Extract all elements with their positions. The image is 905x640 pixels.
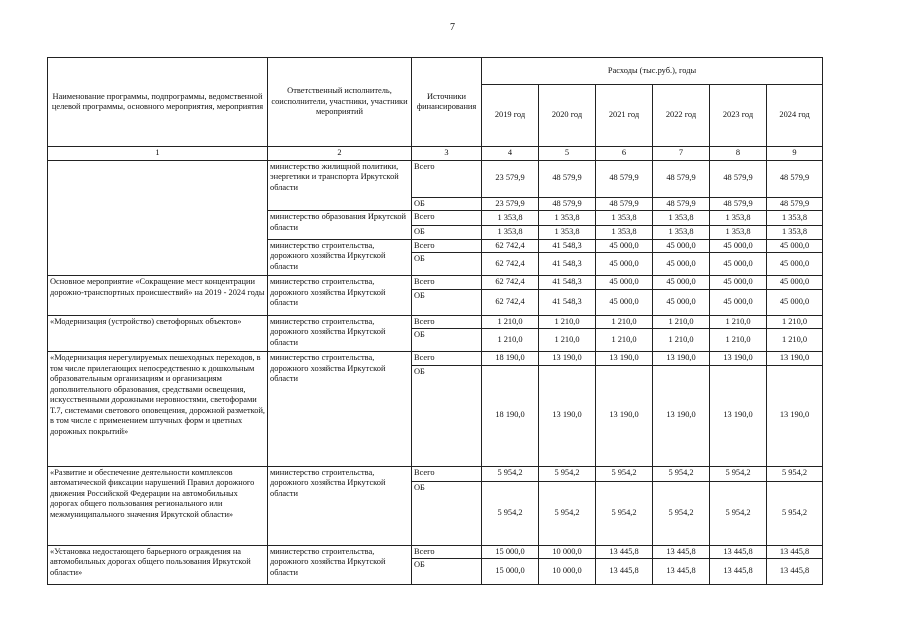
executor-cell: министерство строительства, дорожного хозяйства Иркутской области (268, 352, 412, 467)
column-index: 4 (482, 147, 539, 161)
source-cell: ОБ (412, 559, 482, 585)
value-cell: 5 954,2 (653, 466, 710, 481)
value-cell: 1 353,8 (767, 226, 823, 240)
program-name-cell: «Модернизация (устройство) светофорных объектов» (48, 315, 268, 352)
value-cell: 45 000,0 (710, 239, 767, 253)
budget-table (47, 57, 823, 585)
source-cell: ОБ (412, 289, 482, 315)
column-index: 1 (48, 147, 268, 161)
value-cell: 10 000,0 (539, 545, 596, 559)
value-cell: 48 579,9 (539, 197, 596, 211)
column-index: 8 (710, 147, 767, 161)
value-cell: 23 579,9 (482, 160, 539, 197)
program-name-cell: «Модернизация нерегулируемых пешеходных переходов, в том числе прилегающих непосредственно к дошкольным образовательным организациям и организациям дополнительного образования, средствами освещения, искусственными дорожными неровностями, светофорами Т.7, системами светового оповещения, дорожной разметкой, в том числе с применением штучных форм и цветных дорожных покрытий» (48, 352, 268, 467)
value-cell: 45 000,0 (596, 239, 653, 253)
executor-cell: министерство жилищной политики, энергетики и транспорта Иркутской области (268, 160, 412, 211)
executor-cell: министерство образования Иркутской области (268, 211, 412, 240)
source-cell: Всего (412, 276, 482, 290)
source-cell: ОБ (412, 253, 482, 276)
source-cell: Всего (412, 211, 482, 226)
table-row (48, 160, 823, 197)
value-cell: 13 190,0 (767, 365, 823, 466)
value-cell: 62 742,4 (482, 239, 539, 253)
source-cell: ОБ (412, 481, 482, 545)
value-cell: 13 190,0 (596, 365, 653, 466)
value-cell: 13 190,0 (539, 365, 596, 466)
value-cell: 13 190,0 (767, 352, 823, 366)
source-cell: ОБ (412, 226, 482, 240)
value-cell: 1 353,8 (710, 226, 767, 240)
value-cell: 5 954,2 (482, 481, 539, 545)
value-cell: 45 000,0 (653, 276, 710, 290)
source-cell: Всего (412, 466, 482, 481)
value-cell: 45 000,0 (710, 289, 767, 315)
value-cell: 5 954,2 (710, 481, 767, 545)
executor-cell: министерство строительства, дорожного хозяйства Иркутской области (268, 239, 412, 276)
value-cell: 1 210,0 (539, 315, 596, 329)
value-cell: 45 000,0 (596, 276, 653, 290)
value-cell: 45 000,0 (767, 289, 823, 315)
value-cell: 1 210,0 (767, 329, 823, 352)
value-cell: 15 000,0 (482, 559, 539, 585)
value-cell: 13 190,0 (653, 365, 710, 466)
value-cell: 13 190,0 (539, 352, 596, 366)
value-cell: 45 000,0 (653, 239, 710, 253)
table-row (48, 545, 823, 559)
value-cell: 13 190,0 (710, 352, 767, 366)
executor-cell: министерство строительства, дорожного хозяйства Иркутской области (268, 315, 412, 352)
value-cell: 45 000,0 (767, 276, 823, 290)
value-cell: 45 000,0 (653, 289, 710, 315)
value-cell: 5 954,2 (596, 481, 653, 545)
value-cell: 13 190,0 (653, 352, 710, 366)
value-cell: 5 954,2 (539, 481, 596, 545)
table-row (48, 466, 823, 481)
value-cell: 45 000,0 (710, 253, 767, 276)
value-cell: 1 210,0 (539, 329, 596, 352)
value-cell: 1 353,8 (539, 211, 596, 226)
source-cell: ОБ (412, 365, 482, 466)
value-cell: 62 742,4 (482, 276, 539, 290)
value-cell: 48 579,9 (596, 197, 653, 211)
column-index: 9 (767, 147, 823, 161)
header-year: 2020 год (539, 85, 596, 147)
page-number: 7 (450, 22, 455, 33)
executor-cell: министерство строительства, дорожного хозяйства Иркутской области (268, 276, 412, 316)
table-row (48, 315, 823, 329)
header-year: 2024 год (767, 85, 823, 147)
header-year: 2021 год (596, 85, 653, 147)
program-name-cell: Основное мероприятие «Сокращение мест концентрации дорожно-транспортных происшествий» на 2019 - 2024 годы (48, 276, 268, 316)
source-cell: Всего (412, 239, 482, 253)
value-cell: 48 579,9 (539, 160, 596, 197)
value-cell: 1 210,0 (710, 315, 767, 329)
value-cell: 15 000,0 (482, 545, 539, 559)
program-name-cell: «Установка недостающего барьерного ограждения на автомобильных дорогах общего пользования Иркутской области» (48, 545, 268, 585)
value-cell: 1 353,8 (482, 211, 539, 226)
value-cell: 13 190,0 (710, 365, 767, 466)
program-name-cell (48, 160, 268, 276)
value-cell: 13 445,8 (653, 559, 710, 585)
value-cell: 1 210,0 (482, 315, 539, 329)
value-cell: 41 548,3 (539, 276, 596, 290)
value-cell: 48 579,9 (767, 197, 823, 211)
column-index-row (48, 147, 823, 161)
executor-cell: министерство строительства, дорожного хозяйства Иркутской области (268, 545, 412, 585)
value-cell: 1 210,0 (653, 315, 710, 329)
value-cell: 41 548,3 (539, 253, 596, 276)
value-cell: 1 210,0 (596, 315, 653, 329)
value-cell: 13 445,8 (767, 559, 823, 585)
value-cell: 62 742,4 (482, 289, 539, 315)
value-cell: 5 954,2 (596, 466, 653, 481)
value-cell: 45 000,0 (653, 253, 710, 276)
source-cell: ОБ (412, 197, 482, 211)
value-cell: 5 954,2 (539, 466, 596, 481)
source-cell: Всего (412, 315, 482, 329)
value-cell: 45 000,0 (767, 253, 823, 276)
value-cell: 1 210,0 (482, 329, 539, 352)
column-index: 6 (596, 147, 653, 161)
value-cell: 13 445,8 (710, 559, 767, 585)
source-cell: Всего (412, 545, 482, 559)
value-cell: 41 548,3 (539, 239, 596, 253)
value-cell: 1 353,8 (767, 211, 823, 226)
value-cell: 1 210,0 (653, 329, 710, 352)
source-cell: ОБ (412, 329, 482, 352)
table-row (48, 352, 823, 366)
value-cell: 45 000,0 (596, 289, 653, 315)
column-index: 7 (653, 147, 710, 161)
header-year: 2022 год (653, 85, 710, 147)
column-index: 2 (268, 147, 412, 161)
value-cell: 1 353,8 (539, 226, 596, 240)
executor-cell: министерство строительства, дорожного хозяйства Иркутской области (268, 466, 412, 545)
source-cell: Всего (412, 160, 482, 197)
column-index: 5 (539, 147, 596, 161)
value-cell: 5 954,2 (767, 466, 823, 481)
value-cell: 41 548,3 (539, 289, 596, 315)
value-cell: 1 353,8 (482, 226, 539, 240)
value-cell: 62 742,4 (482, 253, 539, 276)
value-cell: 1 210,0 (596, 329, 653, 352)
header-year: 2019 год (482, 85, 539, 147)
value-cell: 13 445,8 (596, 559, 653, 585)
value-cell: 48 579,9 (653, 160, 710, 197)
value-cell: 1 353,8 (596, 211, 653, 226)
value-cell: 5 954,2 (710, 466, 767, 481)
header-name: Наименование программы, подпрограммы, ведомственной целевой программы, основного мероприятия, мероприятия (48, 58, 268, 147)
value-cell: 5 954,2 (482, 466, 539, 481)
value-cell: 1 353,8 (596, 226, 653, 240)
value-cell: 45 000,0 (767, 239, 823, 253)
value-cell: 5 954,2 (653, 481, 710, 545)
value-cell: 45 000,0 (596, 253, 653, 276)
value-cell: 13 445,8 (710, 545, 767, 559)
source-cell: Всего (412, 352, 482, 366)
value-cell: 13 445,8 (653, 545, 710, 559)
program-name-cell: «Развитие и обеспечение деятельности комплексов автоматической фиксации нарушений Правил дорожного движения Российской Федерации на автомобильных дорогах общего пользования регионального или межмуниципального значения Иркутской области» (48, 466, 268, 545)
table-row (48, 276, 823, 290)
value-cell: 1 210,0 (710, 329, 767, 352)
value-cell: 48 579,9 (710, 197, 767, 211)
value-cell: 23 579,9 (482, 197, 539, 211)
value-cell: 1 210,0 (767, 315, 823, 329)
value-cell: 48 579,9 (767, 160, 823, 197)
header-expenses: Расходы (тыс.руб.), годы (482, 58, 823, 85)
value-cell: 48 579,9 (710, 160, 767, 197)
value-cell: 13 445,8 (767, 545, 823, 559)
value-cell: 18 190,0 (482, 352, 539, 366)
value-cell: 10 000,0 (539, 559, 596, 585)
value-cell: 5 954,2 (767, 481, 823, 545)
header-year: 2023 год (710, 85, 767, 147)
value-cell: 18 190,0 (482, 365, 539, 466)
value-cell: 13 190,0 (596, 352, 653, 366)
header-source: Источники финансирования (412, 58, 482, 147)
value-cell: 48 579,9 (653, 197, 710, 211)
value-cell: 13 445,8 (596, 545, 653, 559)
value-cell: 1 353,8 (653, 211, 710, 226)
value-cell: 1 353,8 (710, 211, 767, 226)
value-cell: 48 579,9 (596, 160, 653, 197)
column-index: 3 (412, 147, 482, 161)
header-executor: Ответственный исполнитель, соисполнители, участники, участники мероприятий (268, 58, 412, 147)
value-cell: 45 000,0 (710, 276, 767, 290)
value-cell: 1 353,8 (653, 226, 710, 240)
